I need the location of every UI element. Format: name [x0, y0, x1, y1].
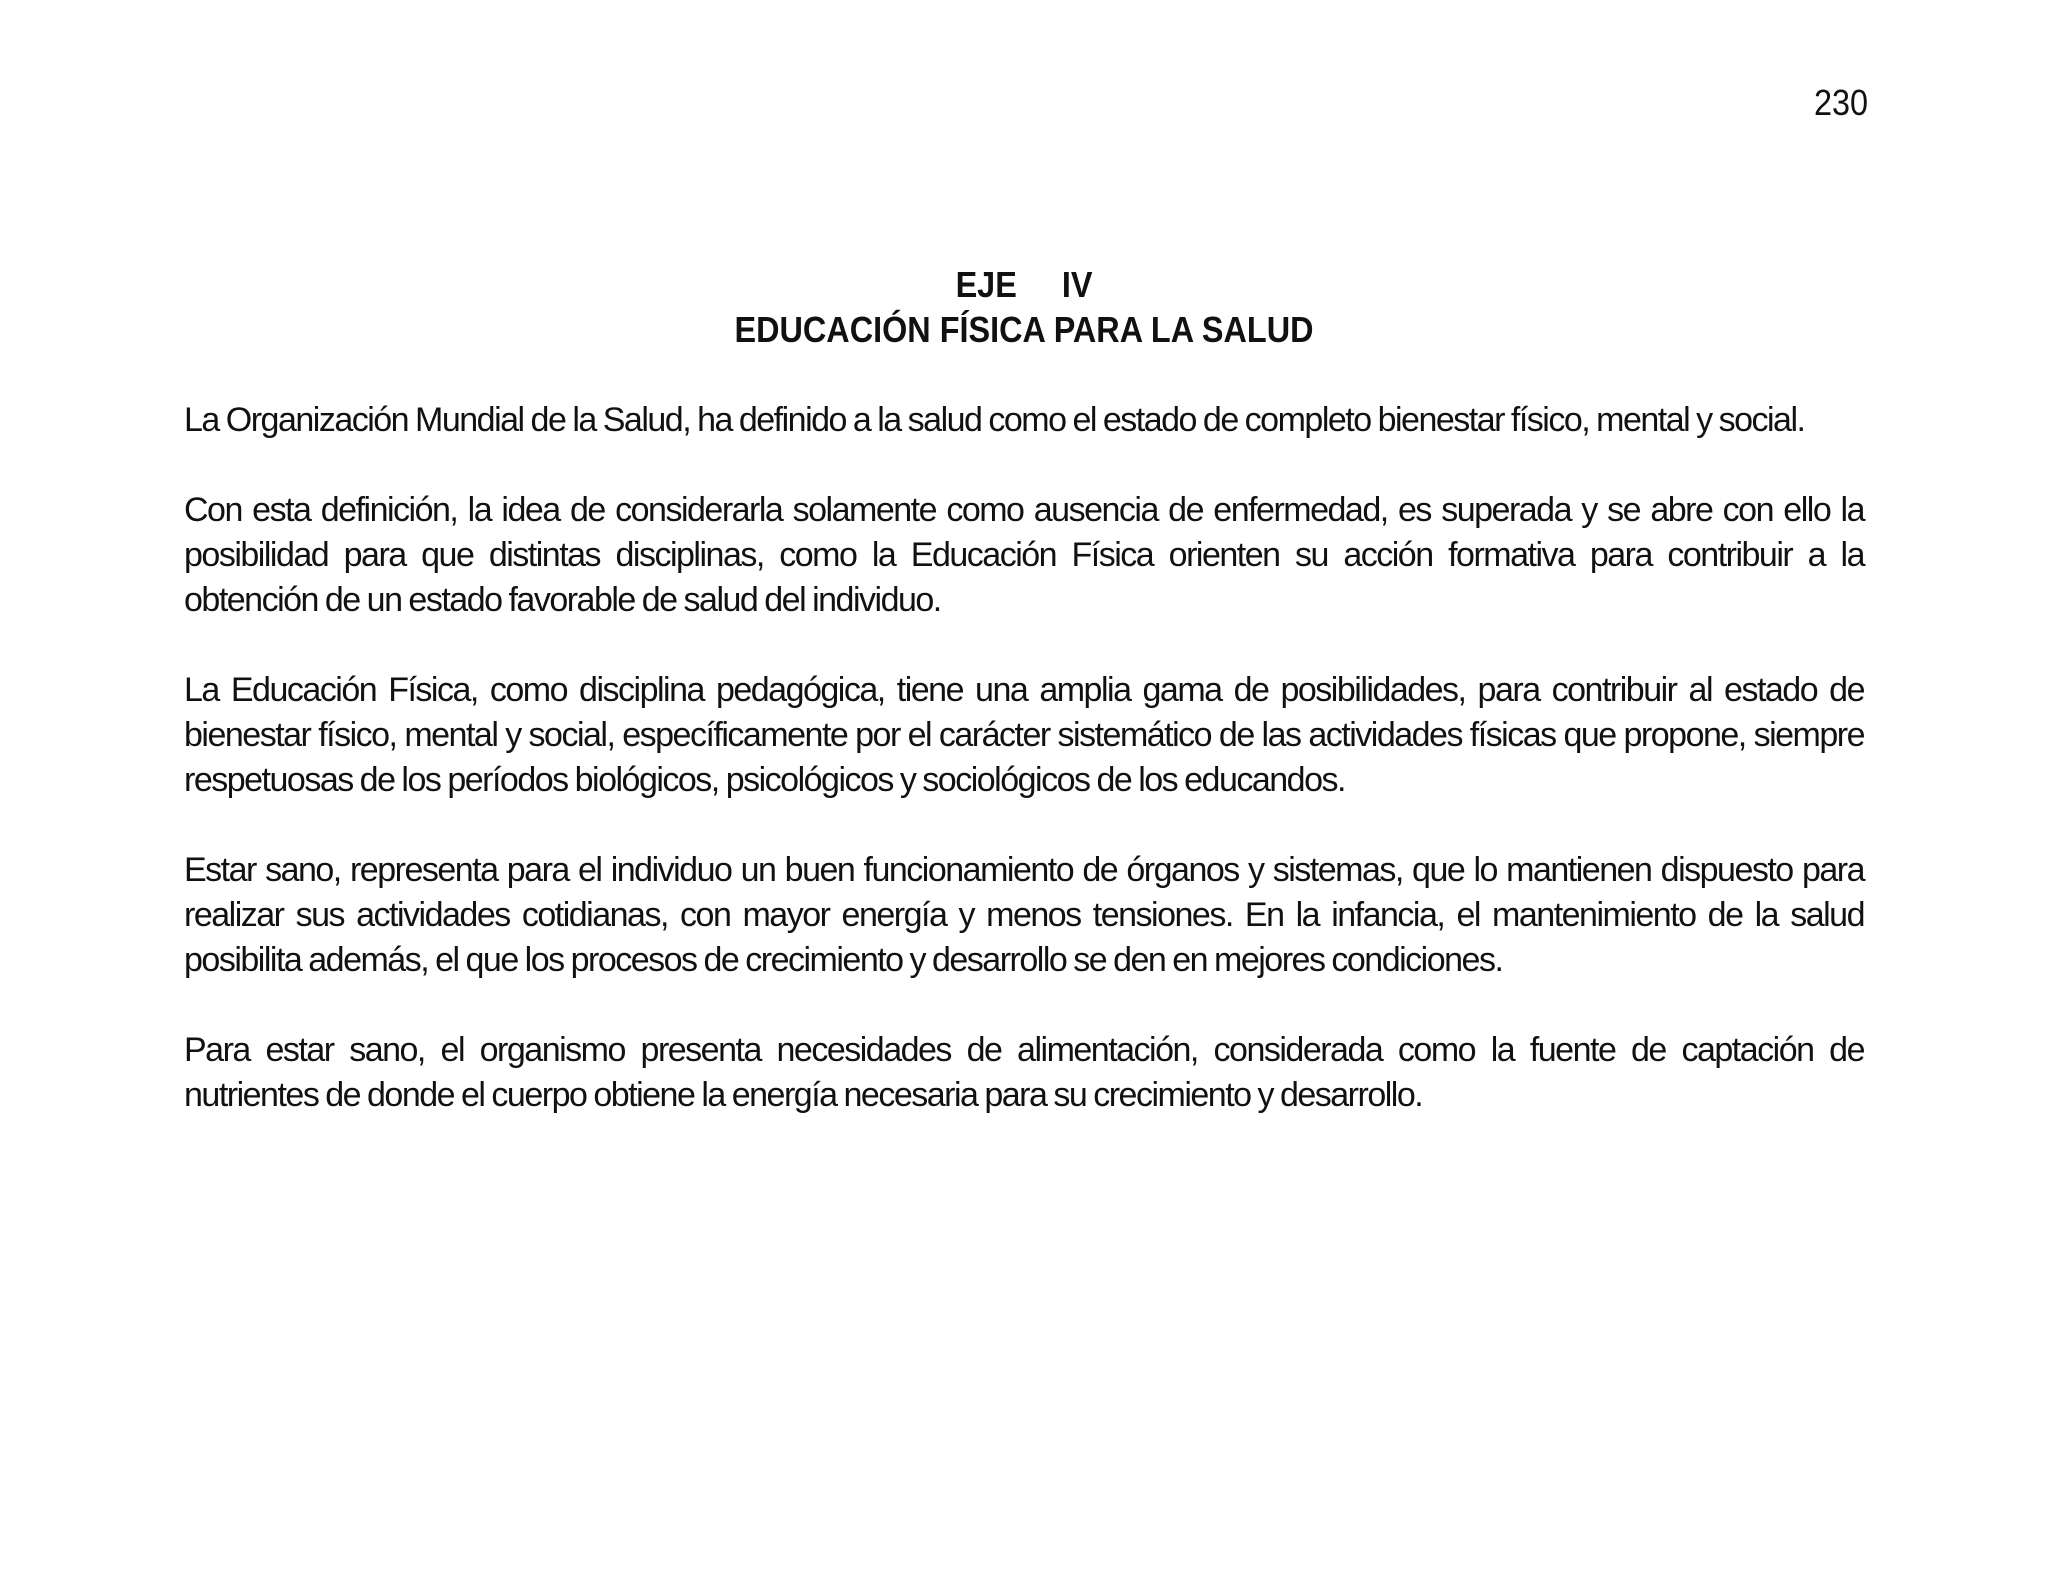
- page-number: 230: [1813, 82, 1868, 123]
- eje-label: EJE: [955, 264, 1017, 305]
- paragraph-2: Con esta definición, la idea de considerarla solamente como ausencia de enfermedad, es superada y se abre con ello la posibilidad para que distintas disciplinas, como la Educación Física orienten su acción formativa para contribuir a la obtención de un estado favorable de salud del individuo.: [184, 491, 1864, 619]
- paragraph-1: La Organización Mundial de la Salud, ha definido a la salud como el estado de completo bienestar físico, mental y social.: [184, 401, 1805, 439]
- paragraph-5: Para estar sano, el organismo presenta necesidades de alimentación, considerada como la fuente de captación de nutrientes de donde el cuerpo obtiene la energía necesaria para su crecimiento y desarrollo.: [184, 1031, 1864, 1114]
- eje-line: [102, 262, 1945, 307]
- paragraph-3: La Educación Física, como disciplina pedagógica, tiene una amplia gama de posibilidades, para contribuir al estado de bienestar físico, mental y social, específicamente por el carácter sistemático de las actividades físicas que propone, siempre respetuosas de los períodos biológicos, psicológicos y sociológicos de los educandos.: [184, 671, 1864, 799]
- section-title: EDUCACIÓN FÍSICA PARA LA SALUD: [734, 309, 1314, 350]
- paragraph-4: Estar sano, representa para el individuo un buen funcionamiento de órganos y sistemas, que lo mantienen dispuesto para realizar sus actividades cotidianas, con mayor energía y menos tensiones. En la infancia, el mantenimiento de la salud posibilita además, el que los procesos de crecimiento y desarrollo se den en mejores condiciones.: [184, 851, 1864, 979]
- body-text: [184, 398, 1864, 1163]
- section-heading: [0, 262, 2048, 352]
- eje-number: IV: [1061, 264, 1093, 305]
